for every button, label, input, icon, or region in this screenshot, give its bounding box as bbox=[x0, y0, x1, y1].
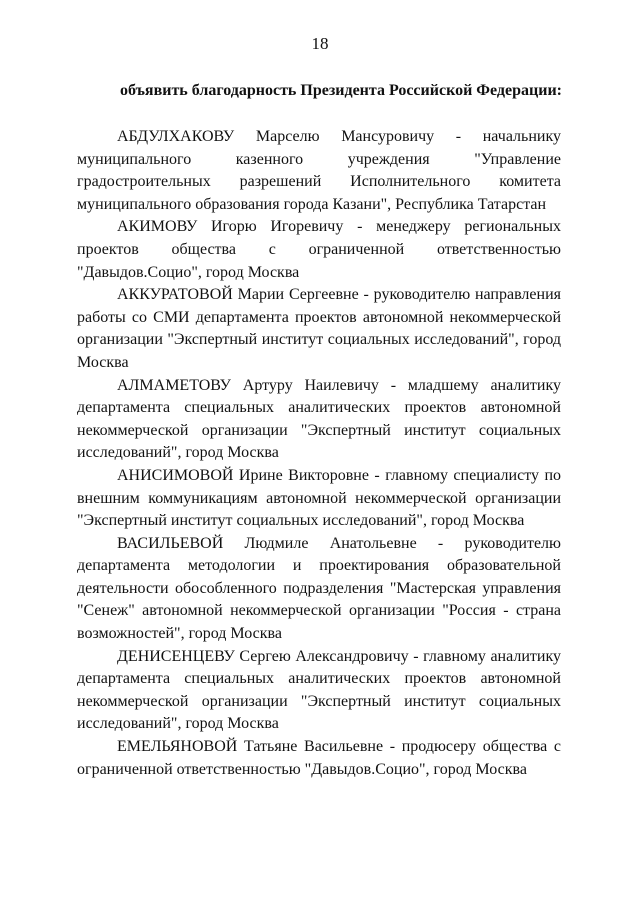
entry-surname: ДЕНИСЕНЦЕВУ bbox=[117, 647, 235, 665]
award-entry bbox=[77, 284, 561, 374]
entry-text: Татьяне Васильевне - продюсеру общества с ограниченной ответственностью "Давыдов.Социо", город Москва bbox=[77, 738, 562, 778]
award-entry bbox=[77, 646, 561, 736]
entry-surname: АЛМАМЕТОВУ bbox=[117, 376, 232, 394]
entry-surname: АККУРАТОВОЙ bbox=[117, 286, 233, 304]
entry-surname: АБДУЛХАКОВУ bbox=[117, 128, 235, 145]
decree-heading: объявить благодарность Президента Российской Федерации: bbox=[120, 82, 562, 99]
award-entry bbox=[77, 736, 561, 781]
entry-surname: АКИМОВУ bbox=[117, 218, 198, 236]
entry-text: Марселю Мансуровичу - начальнику муниципального казенного учреждения "Управление градостроительных разрешений Исполнительного комитета муниципального образования города Казани", Республика Татарстан bbox=[77, 128, 562, 213]
award-entry bbox=[77, 465, 561, 533]
award-entry bbox=[77, 216, 561, 284]
entry-surname: ВАСИЛЬЕВОЙ bbox=[117, 534, 224, 552]
entry-text: Артуру Наилевичу - младшему аналитику департамента специальных аналитических проектов автономной некоммерческой организации "Экспертный институт социальных исследований", город Москва bbox=[77, 376, 561, 462]
award-list bbox=[77, 126, 561, 781]
entry-text: Марии Сергеевне - руководителю направления работы со СМИ департамента проектов автономной некоммерческой организации "Экспертный институт социальных исследований", город Москва bbox=[77, 286, 562, 371]
award-entry bbox=[77, 126, 561, 216]
award-entry bbox=[77, 533, 561, 646]
entry-surname: ЕМЕЛЬЯНОВОЙ bbox=[117, 738, 238, 756]
page-number: 18 bbox=[311, 34, 329, 53]
award-entry bbox=[77, 375, 561, 465]
entry-text: Людмиле Анатольевне - руководителю департамента методологии и проектирования образовательной деятельности обособленного подразделения "Мастерская управления "Сенеж" автономной некоммерческой организации "Россия - страна возможностей", город Москва bbox=[77, 534, 561, 643]
entry-surname: АНИСИМОВОЙ bbox=[117, 466, 234, 484]
entry-text: Сергею Александровичу - главному аналитику департамента специальных аналитических проектов автономной некоммерческой организации "Экспертный институт социальных исследований", город Москва bbox=[77, 647, 562, 733]
entry-text: Ирине Викторовне - главному специалисту по внешним коммуникациям автономной некоммерческой организации "Экспертный институт социальных исследований", город Москва bbox=[77, 466, 562, 530]
entry-text: Игорю Игоревичу - менеджеру региональных проектов общества с ограниченной ответственностью "Давыдов.Социо", город Москва bbox=[77, 218, 561, 281]
